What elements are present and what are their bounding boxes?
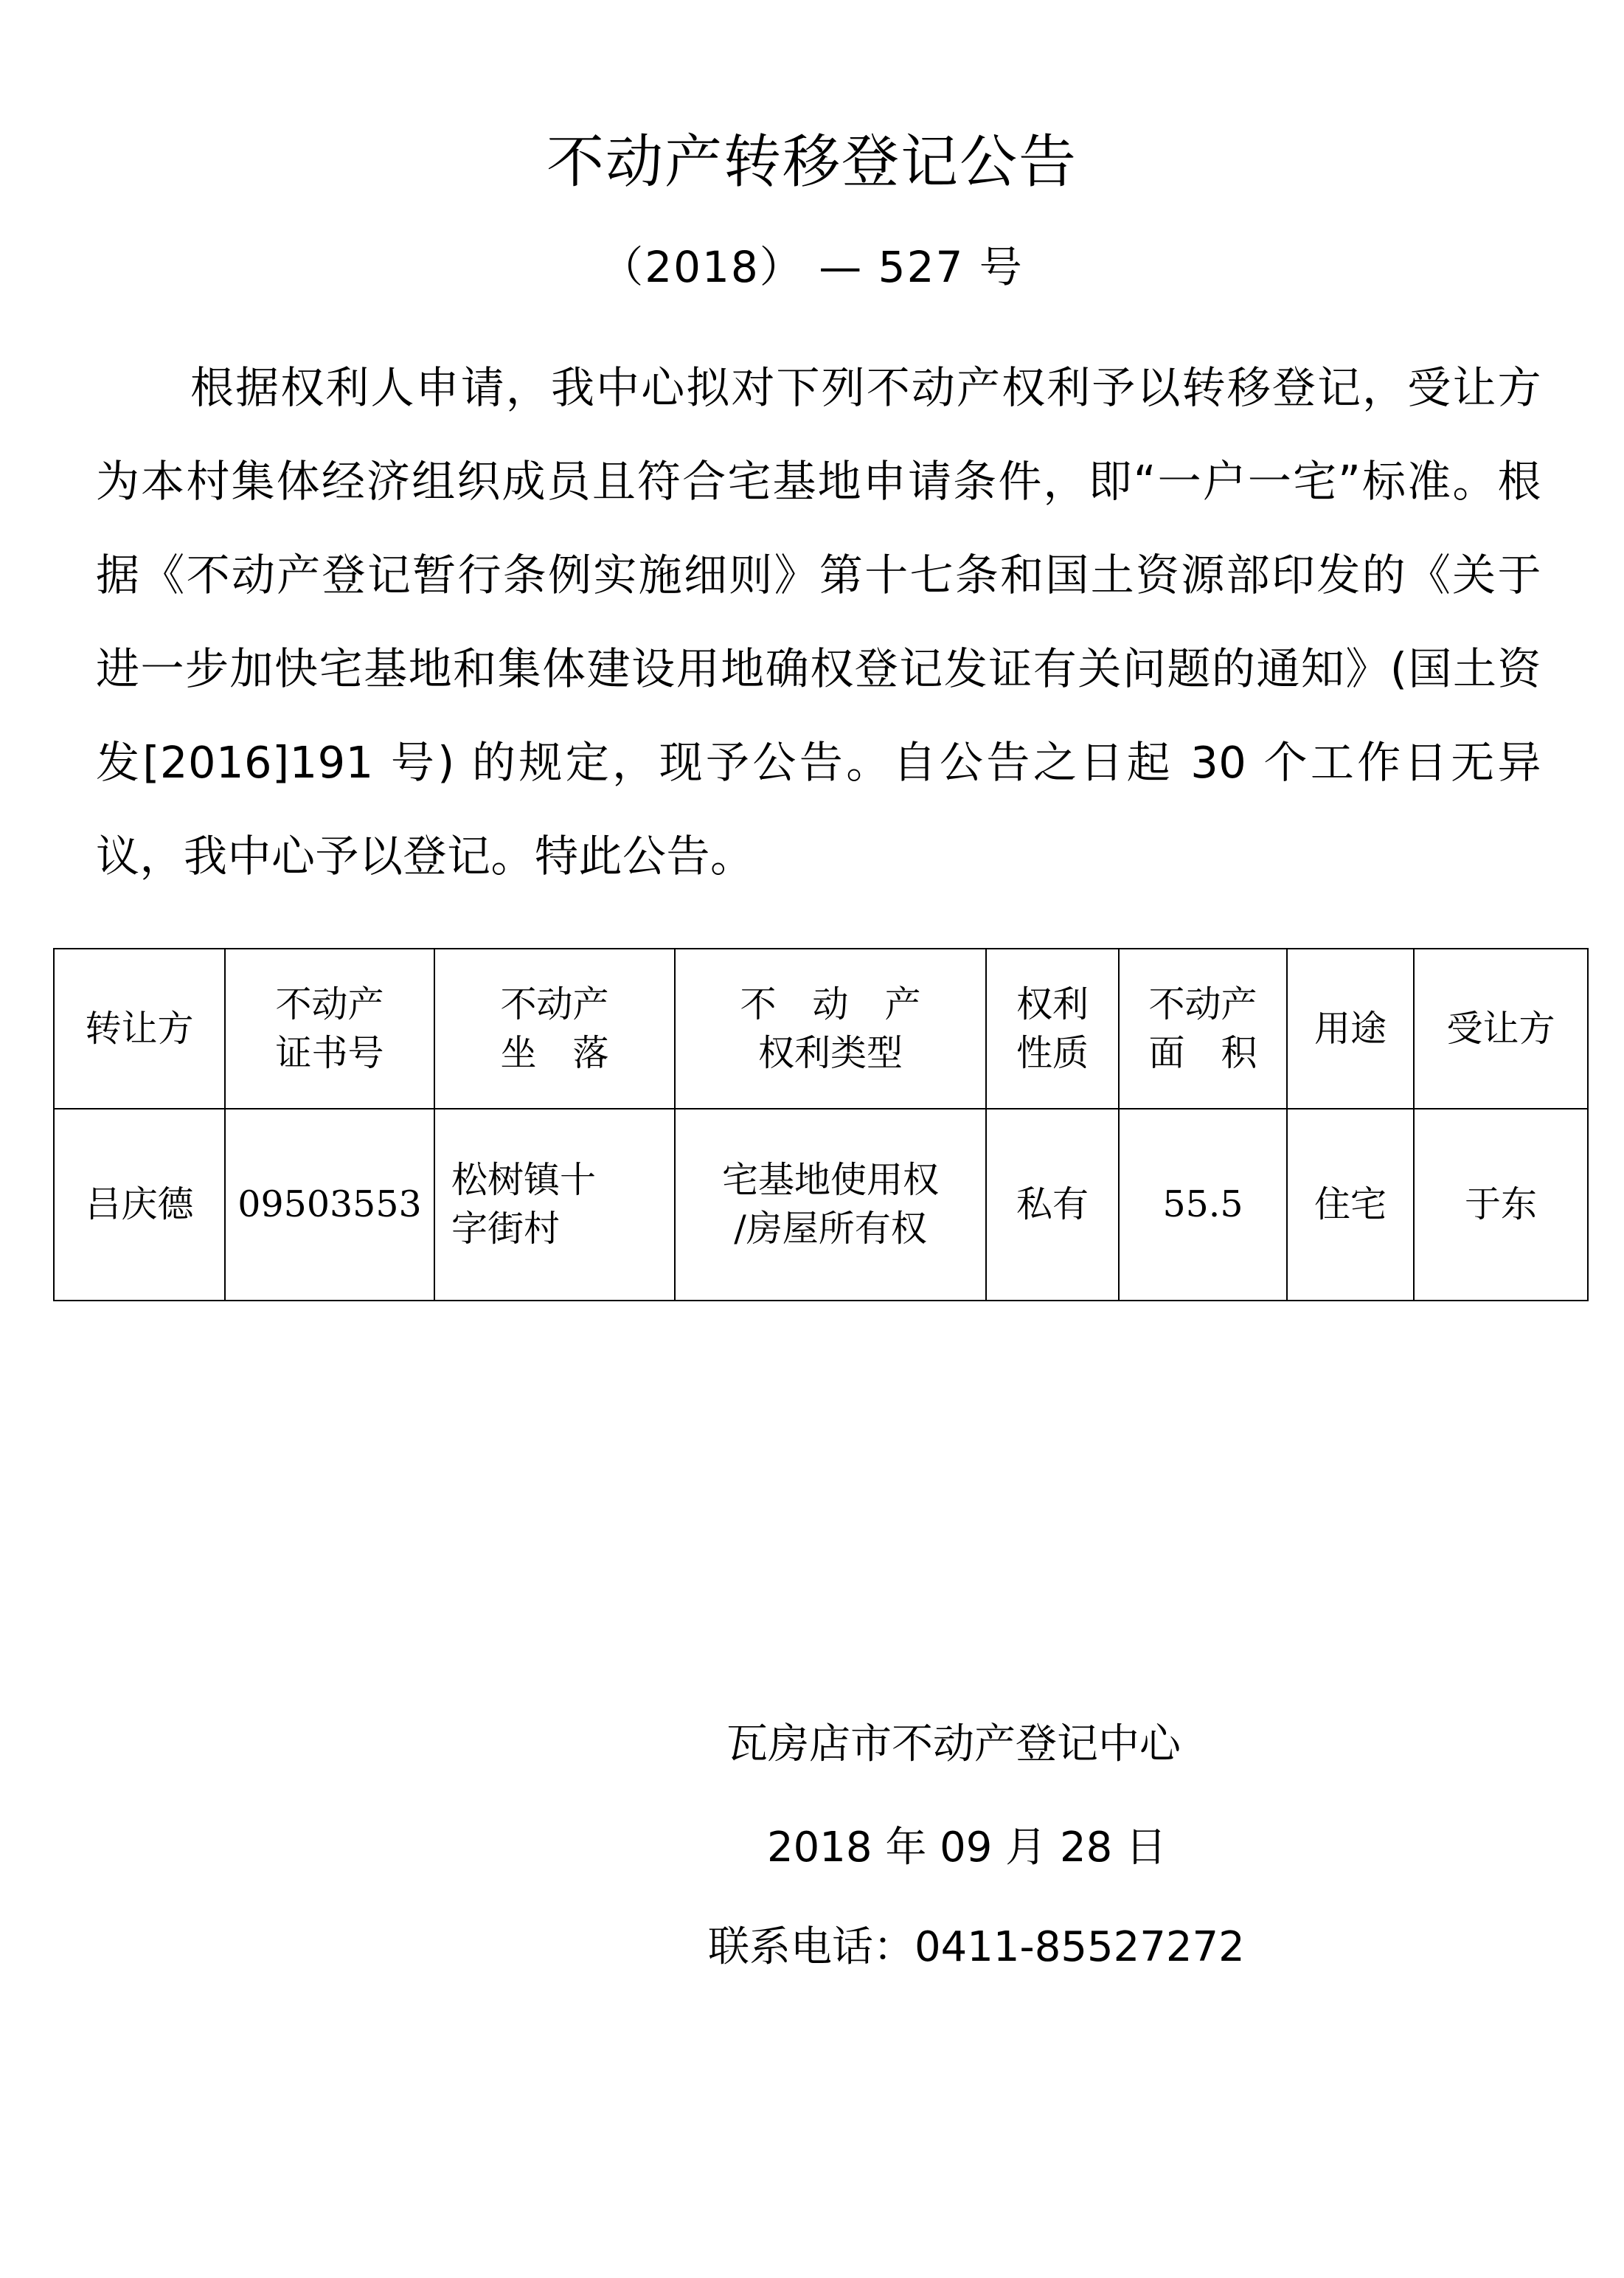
header-location: 不动产 坐 落 [434, 949, 675, 1109]
issuing-organization: 瓦房店市不动产登记中心 [726, 1720, 1181, 1768]
header-right-type: 不 动 产 权利类型 [675, 949, 986, 1109]
contact-phone: 联系电话：0411-85527272 [708, 1923, 1245, 1971]
table-row [54, 1109, 1588, 1301]
cell-location: 松树镇十 字街村 [434, 1109, 675, 1301]
header-right-nature: 权利 性质 [986, 949, 1119, 1109]
issue-date: 2018 年 09 月 28 日 [767, 1824, 1167, 1872]
header-certificate-number: 不动产 证书号 [225, 949, 434, 1109]
notice-number: （2018） — 527 号 [600, 242, 1024, 292]
cell-transferee: 于东 [1414, 1109, 1588, 1301]
cell-certificate-number: 09503553 [225, 1109, 434, 1301]
notice-body: 根据权利人申请，我中心拟对下列不动产权利予以转移登记，受让方为本村集体经济组织成员且符合宅基地申请条件，即“一户一宅”标准。根据《不动产登记暂行条例实施细则》第十七条和国土资源部印发的《关于进一步加快宅基地和集体建设用地确权登记发证有关问题的通知》(国土资发[2016]191 号) 的规定，现予公告。自公告之日起 30 个工作日无异议，我中心予以登记。特此公告。 [96, 362, 1541, 882]
cell-usage: 住宅 [1287, 1109, 1414, 1301]
cell-right-type: 宅基地使用权 /房屋所有权 [675, 1109, 986, 1301]
cell-transferor: 吕庆德 [54, 1109, 225, 1301]
header-usage: 用途 [1287, 949, 1414, 1109]
cell-area: 55.5 [1119, 1109, 1287, 1301]
notice-title: 不动产转移登记公告 [546, 129, 1078, 195]
cell-right-nature: 私有 [986, 1109, 1119, 1301]
table-header-row [54, 949, 1588, 1109]
registration-table [53, 948, 1589, 1301]
header-area: 不动产 面 积 [1119, 949, 1287, 1109]
header-transferee: 受让方 [1414, 949, 1588, 1109]
header-transferor: 转让方 [54, 949, 225, 1109]
